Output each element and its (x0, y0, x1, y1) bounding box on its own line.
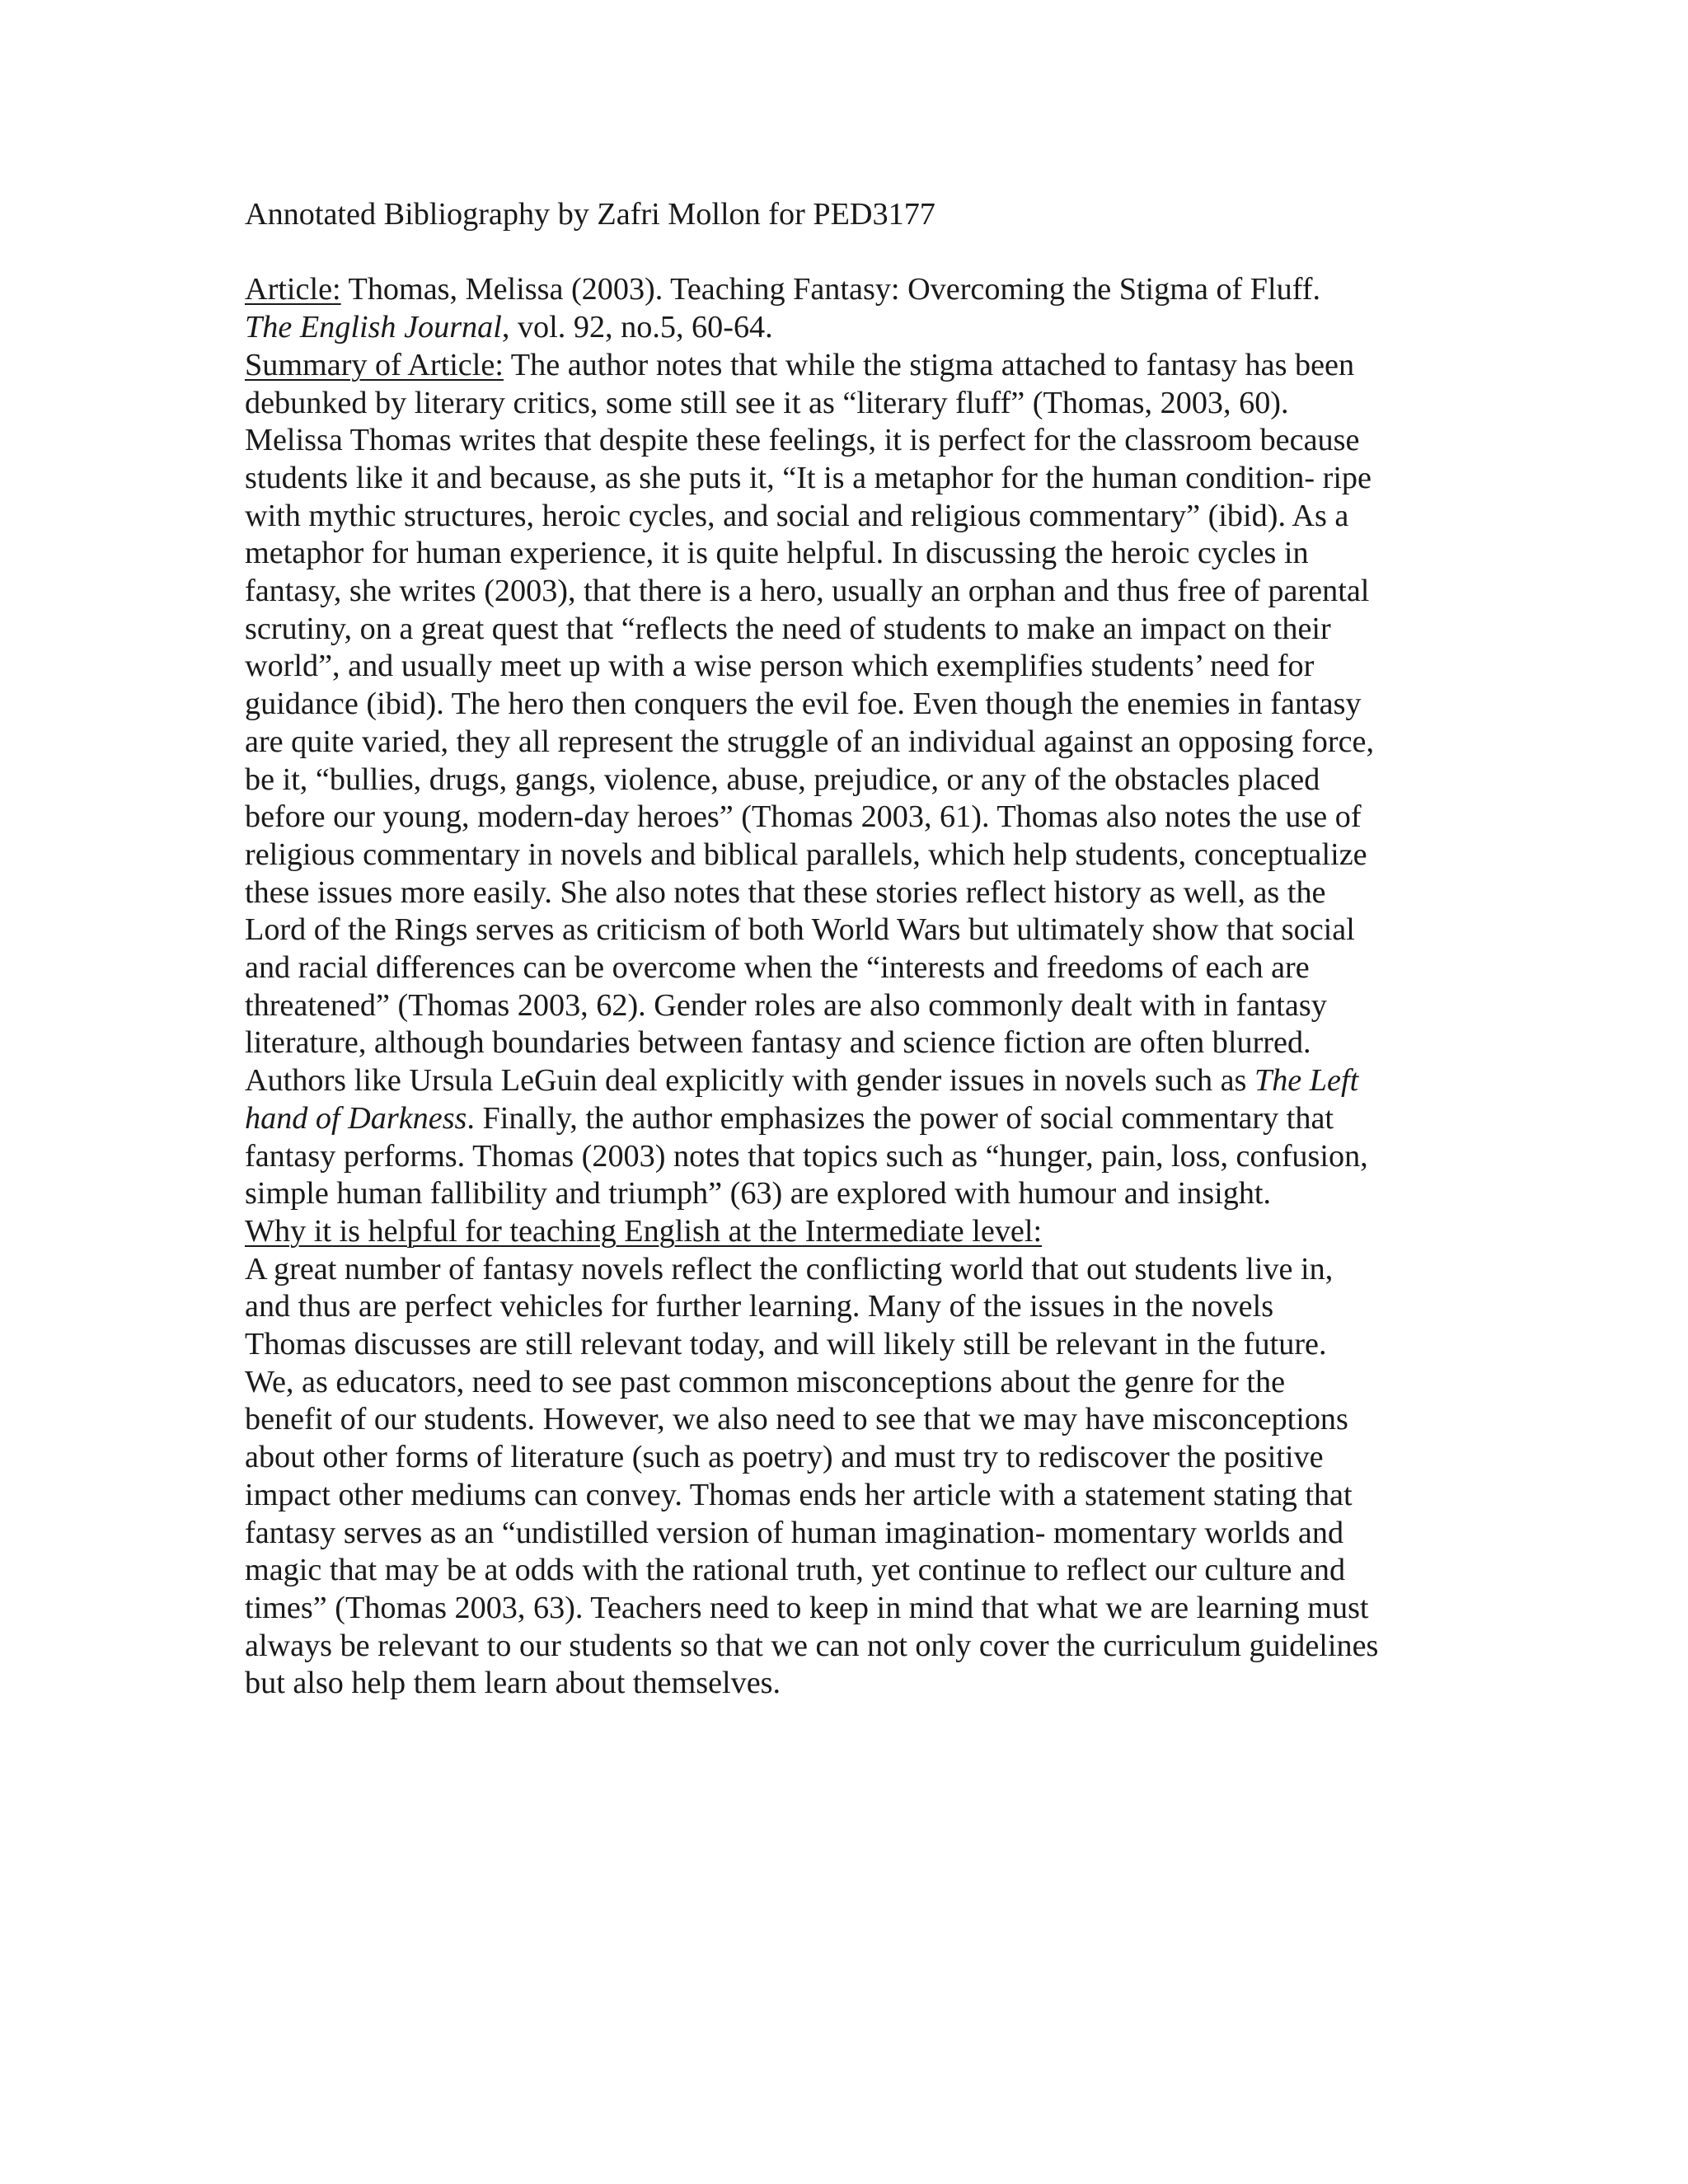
text-line: religious commentary in novels and biblical parallels, which help students, conceptualize (245, 837, 1367, 872)
text-line: threatened” (Thomas 2003, 62). Gender roles are also commonly dealt with in fantasy (245, 987, 1327, 1023)
text-line: before our young, modern-day heroes” (Thomas 2003, 61). Thomas also notes the use of (245, 799, 1362, 835)
citation-details: , vol. 92, no.5, 60-64. (501, 310, 773, 345)
journal-title: The English Journal (245, 310, 502, 345)
text-line: Thomas discusses are still relevant today, and will likely still be relevant in the future. (245, 1327, 1327, 1362)
text-line: We, as educators, need to see past common misconceptions about the genre for the (245, 1364, 1286, 1399)
citation-line-1 (245, 271, 1432, 309)
text-line: with mythic structures, heroic cycles, and social and religious commentary” (ibid). As a (245, 498, 1349, 533)
text-line: literature, although boundaries between fantasy and science fiction are often blurred. (245, 1025, 1311, 1061)
summary-section (245, 347, 1432, 1213)
leguin-rest-text: . Finally, the author emphasizes the power of social commentary that (467, 1100, 1334, 1136)
text-line: be it, “bullies, drugs, gangs, violence, abuse, prejudice, or any of the obstacles placed (245, 762, 1320, 797)
text-line: A great number of fantasy novels reflect the conflicting world that out students live in, (245, 1251, 1334, 1286)
book-title-part-2: hand of Darkness (245, 1100, 467, 1136)
text-line: but also help them learn about themselves. (245, 1666, 781, 1701)
summary-closing (245, 1138, 1432, 1213)
text-line: debunked by literary critics, some still see it as “literary fluff” (Thomas, 2003, 60). (245, 385, 1289, 420)
text-line: Melissa Thomas writes that despite these feelings, it is perfect for the classroom because (245, 423, 1360, 458)
text-line: simple human fallibility and triumph” (63) are explored with humour and insight. (245, 1176, 1272, 1212)
text-line: always be relevant to our students so that we can not only cover the curriculum guidelines (245, 1628, 1379, 1663)
text-line: benefit of our students. However, we also need to see that we may have misconceptions (245, 1402, 1348, 1437)
text-line: magic that may be at odds with the rational truth, yet continue to reflect our culture and (245, 1553, 1346, 1588)
summary-leguin-line (245, 1062, 1432, 1100)
document-page (245, 196, 1432, 1703)
text-line: world”, and usually meet up with a wise person which exemplifies students’ need for (245, 649, 1315, 684)
relevance-body (245, 1251, 1432, 1703)
text-line: fantasy serves as an “undistilled version of human imagination- momentary worlds and (245, 1515, 1344, 1550)
article-label: Article: (245, 272, 341, 307)
text-line: Lord of the Rings serves as criticism of both World Wars but ultimately show that social (245, 912, 1355, 948)
summary-first-line (245, 347, 1432, 385)
text-line: are quite varied, they all represent the struggle of an individual against an opposing force, (245, 724, 1375, 759)
text-line: about other forms of literature (such as poetry) and must try to rediscover the positive (245, 1440, 1324, 1475)
text-line: impact other mediums can convey. Thomas ends her article with a statement stating that (245, 1477, 1353, 1512)
text-line: and thus are perfect vehicles for further learning. Many of the issues in the novels (245, 1289, 1274, 1324)
text-line: and racial differences can be overcome when the “interests and freedoms of each are (245, 950, 1310, 986)
book-title-part-1: The Left (1254, 1063, 1359, 1099)
citation-text: Thomas, Melissa (2003). Teaching Fantasy: Overcoming the Stigma of Fluff. (340, 272, 1321, 307)
text-line: these issues more easily. She also notes that these stories reflect history as well, as the (245, 874, 1326, 910)
summary-leguin-line-2 (245, 1100, 1432, 1138)
document-title: Annotated Bibliography by Zafri Mollon for PED3177 (245, 197, 935, 232)
relevance-heading: Why it is helpful for teaching English at the Intermediate level: (245, 1213, 1043, 1249)
text-line: guidance (ibid). The hero then conquers the evil foe. Even though the enemies in fantasy (245, 687, 1362, 722)
text-line: times” (Thomas 2003, 63). Teachers need to keep in mind that what we are learning must (245, 1591, 1369, 1625)
summary-label: Summary of Article: (245, 347, 504, 382)
text-line: fantasy performs. Thomas (2003) notes that topics such as “hunger, pain, loss, confusion, (245, 1138, 1368, 1174)
text-line: students like it and because, as she puts it, “It is a metaphor for the human condition- ripe (245, 460, 1372, 495)
spacer (245, 234, 1432, 272)
leguin-text: Authors like Ursula LeGuin deal explicitly with gender issues in novels such as (245, 1063, 1254, 1099)
text-line: scrutiny, on a great quest that “reflects the need of students to make an impact on their (245, 611, 1331, 646)
citation-line-2 (245, 309, 1432, 347)
relevance-section (245, 1213, 1432, 1703)
text-line: fantasy, she writes (2003), that there is a hero, usually an orphan and thus free of parental (245, 574, 1370, 609)
citation (245, 271, 1432, 346)
summary-body (245, 385, 1432, 1063)
text-line: metaphor for human experience, it is quite helpful. In discussing the heroic cycles in (245, 536, 1309, 571)
summary-first-text: The author notes that while the stigma attached to fantasy has been (503, 347, 1355, 382)
